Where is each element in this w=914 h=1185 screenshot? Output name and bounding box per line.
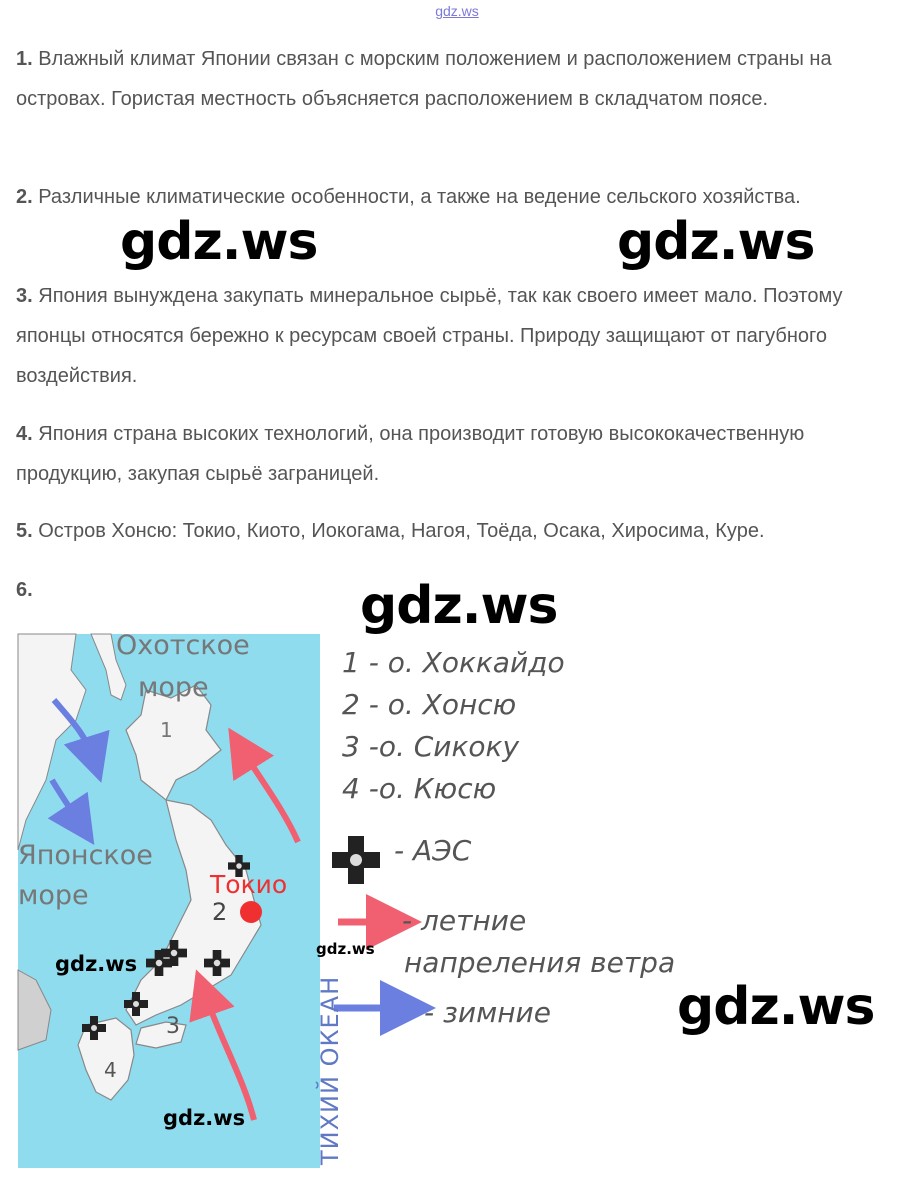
watermark-map-2: gdz.ws bbox=[316, 940, 375, 958]
legend-winter-text: - зимние bbox=[424, 996, 551, 1029]
sea-okhotsk-label-2: море bbox=[138, 672, 209, 703]
paragraph-3-number: 3. bbox=[16, 285, 33, 307]
legend-island-1: 1 - о. Хоккайдо bbox=[342, 646, 565, 679]
paragraph-1-text: Влажный климат Японии связан с морским положением и расположением страны на островах. Гористая местность объясняется расположением в складчатом поясе. bbox=[16, 48, 832, 110]
paragraph-3-text: Япония вынуждена закупать минеральное сырьё, так как своего имеет мало. Поэтому японцы относятся бережно к ресурсам своей страны. Природу защищают от пагубного воздействия. bbox=[16, 285, 843, 387]
legend-aes-icon bbox=[332, 836, 380, 884]
watermark-3: gdz.ws bbox=[360, 576, 558, 636]
paragraph-3 bbox=[16, 276, 908, 396]
tokyo-marker bbox=[240, 901, 262, 923]
paragraph-5-number: 5. bbox=[16, 520, 33, 542]
island-number-4: 4 bbox=[104, 1058, 117, 1082]
legend-island-3: 3 -о. Сикоку bbox=[342, 730, 520, 763]
paragraph-4 bbox=[16, 414, 908, 494]
watermark-4: gdz.ws bbox=[677, 977, 875, 1037]
paragraph-2-text: Различные климатические особенности, а также на ведение сельского хозяйства. bbox=[38, 186, 801, 208]
watermark-1: gdz.ws bbox=[120, 212, 318, 272]
sea-okhotsk-label-1: Охотское bbox=[116, 630, 250, 661]
ocean-label: ТИХИЙ ОКЕАН bbox=[316, 975, 344, 1165]
paragraph-1 bbox=[16, 39, 908, 119]
paragraph-2 bbox=[16, 177, 908, 217]
legend-island-4: 4 -о. Кюсю bbox=[342, 772, 497, 805]
watermark-map-1: gdz.ws bbox=[55, 952, 138, 976]
legend-summer-text-1: - летние bbox=[402, 904, 527, 937]
island-number-1: 1 bbox=[160, 718, 173, 742]
island-number-2: 2 bbox=[212, 898, 228, 926]
sea-japan-label-1: Японское bbox=[18, 840, 153, 871]
paragraph-5 bbox=[16, 511, 908, 551]
paragraph-6-number: 6. bbox=[16, 579, 33, 601]
top-watermark: gdz.ws bbox=[435, 3, 479, 19]
legend-aes-text: - АЭС bbox=[394, 834, 472, 867]
watermark-2: gdz.ws bbox=[617, 212, 815, 272]
paragraph-1-number: 1. bbox=[16, 48, 33, 70]
watermark-map-3: gdz.ws bbox=[163, 1106, 246, 1130]
legend-summer-text-2: напреления ветра bbox=[404, 946, 676, 979]
island-number-3: 3 bbox=[166, 1014, 180, 1039]
paragraph-5-text: Остров Хонсю: Токио, Киото, Иокогама, Нагоя, Тоёда, Осака, Хиросима, Куре. bbox=[38, 520, 765, 542]
city-tokyo-label: Токио bbox=[210, 870, 288, 899]
sea-japan-label-2: море bbox=[18, 880, 89, 911]
japan-map bbox=[16, 630, 716, 1170]
paragraph-4-text: Япония страна высоких технологий, она производит готовую высококачественную продукцию, закупая сырьё заграницей. bbox=[16, 423, 805, 485]
paragraph-4-number: 4. bbox=[16, 423, 33, 445]
legend-island-2: 2 - о. Хонсю bbox=[342, 688, 517, 721]
paragraph-2-number: 2. bbox=[16, 186, 33, 208]
